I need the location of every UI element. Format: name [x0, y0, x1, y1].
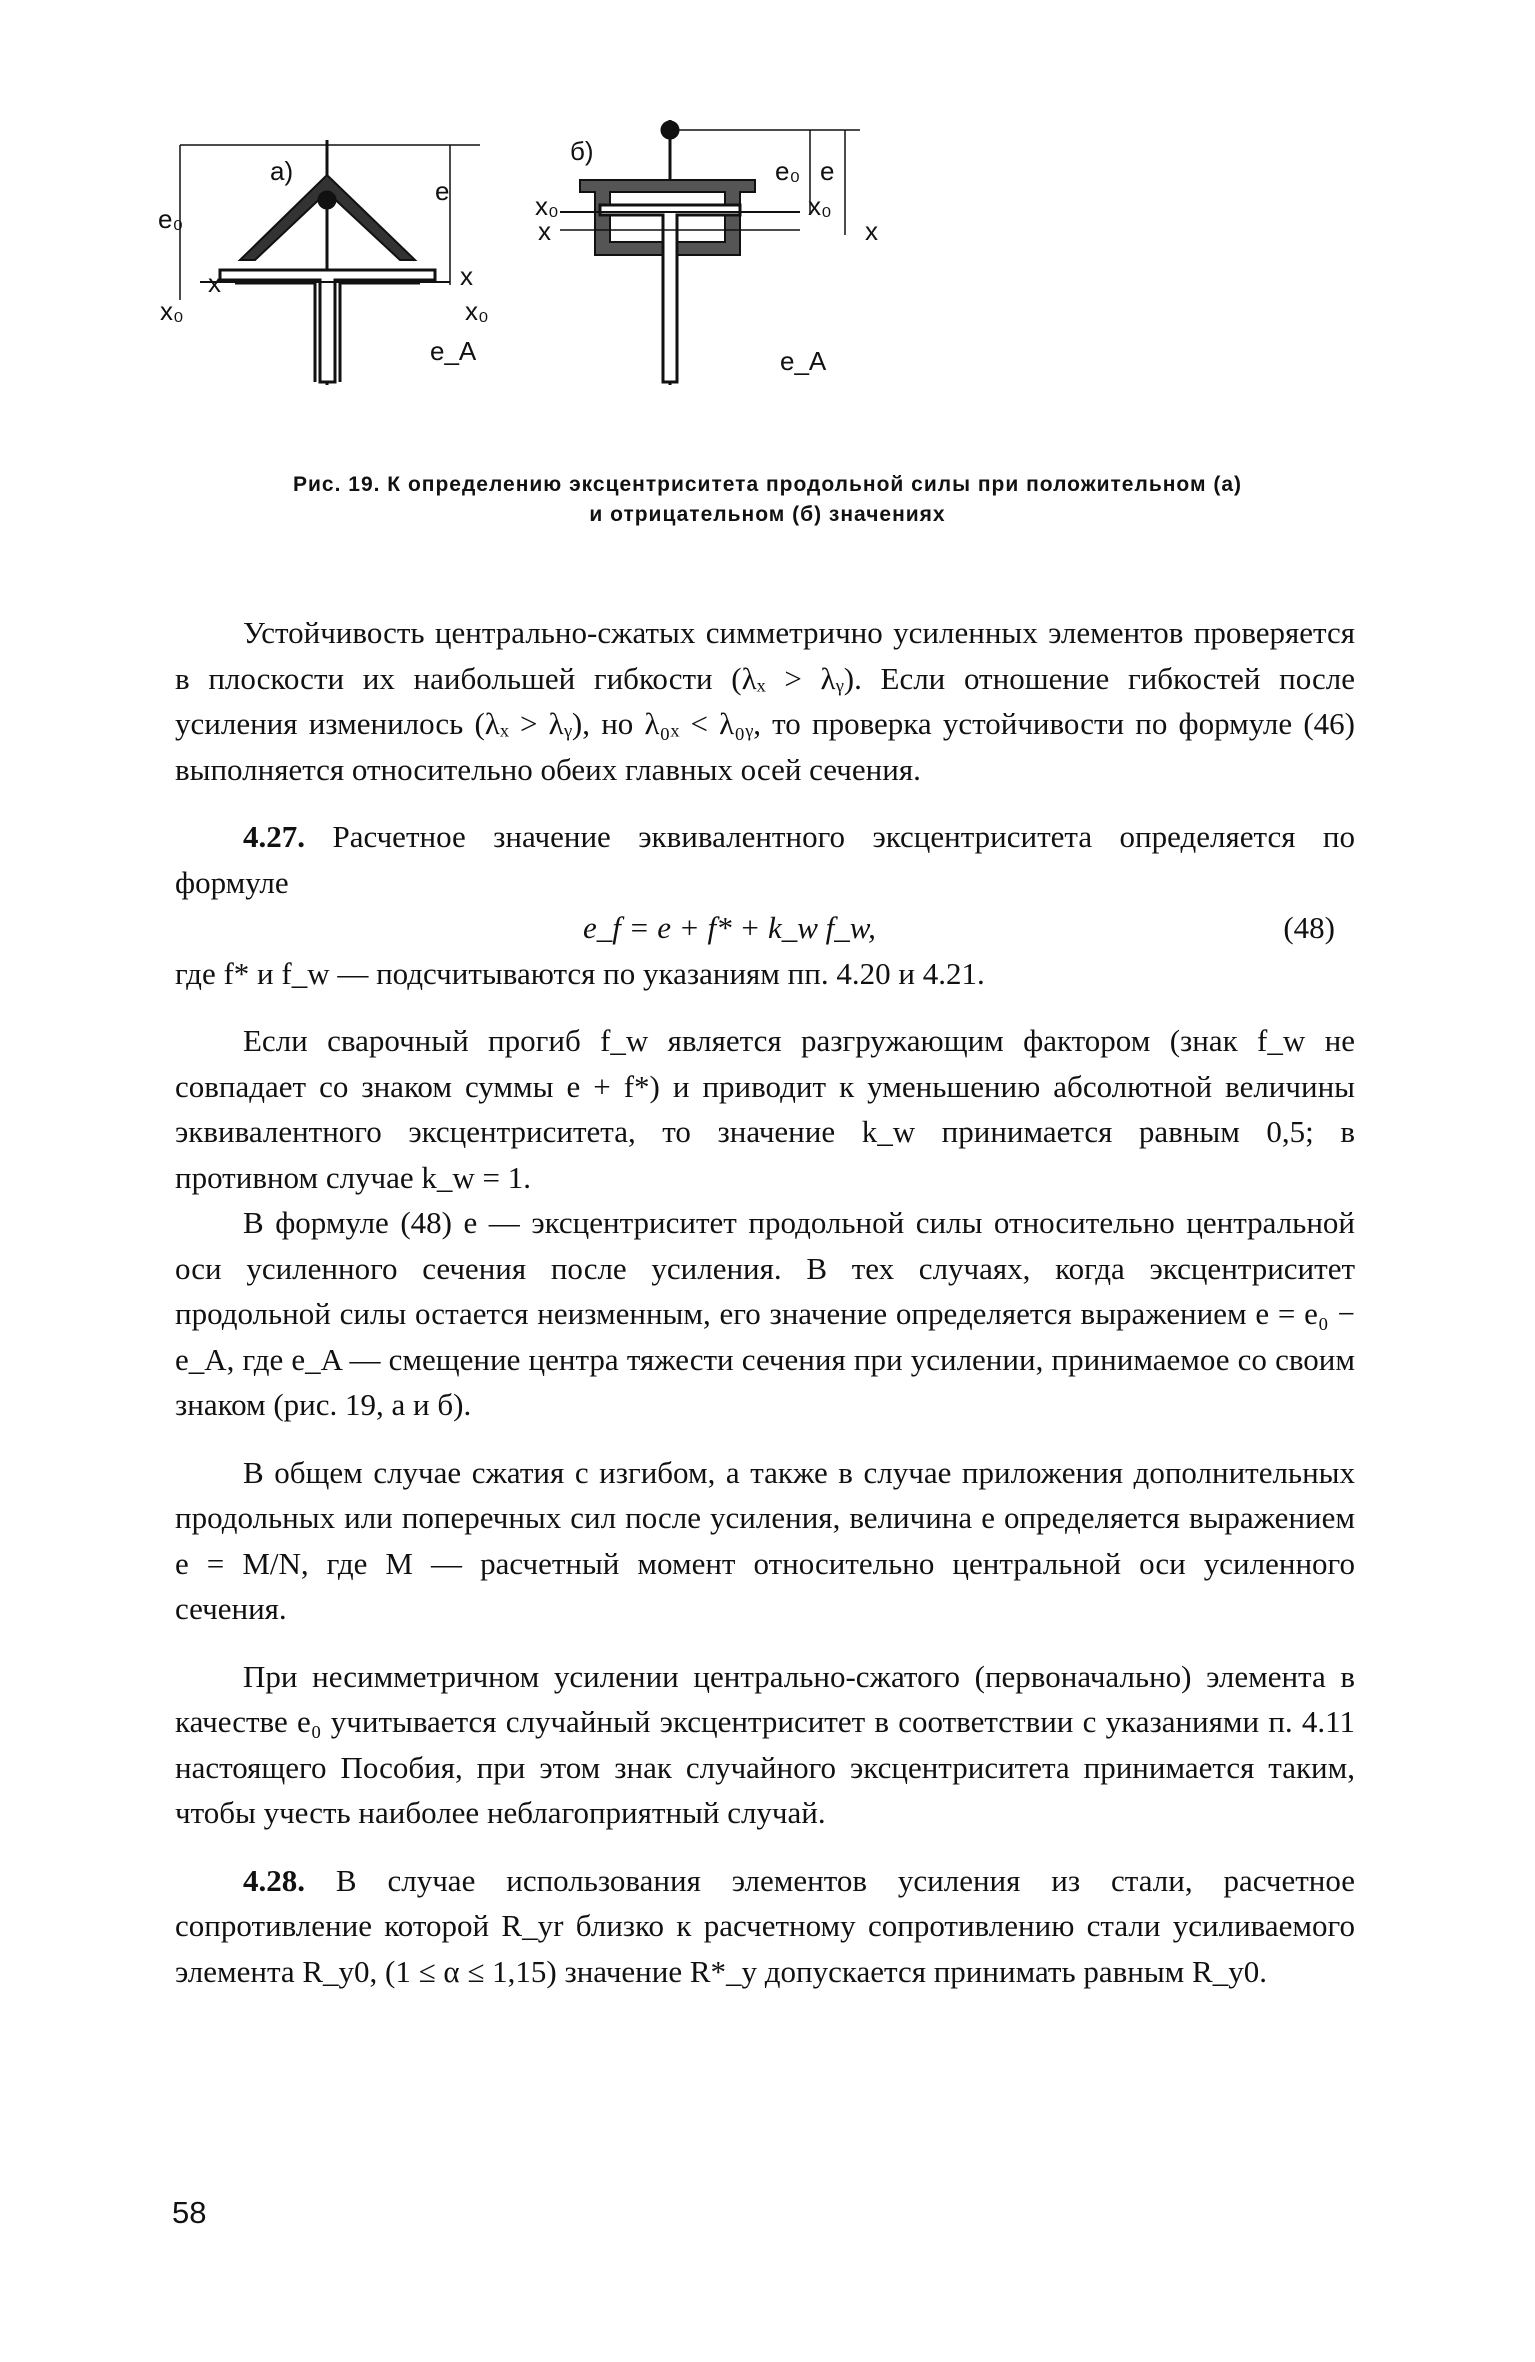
formula-48 [175, 905, 1355, 951]
panel-a-e0: e₀ [158, 204, 184, 234]
panel-a-eA: e_A [430, 336, 477, 366]
panel-a-x-right: x [460, 261, 473, 291]
panel-b-x-left: x [538, 216, 551, 246]
panel-b-label: б) [570, 136, 594, 166]
paragraph-eccentricity: В формуле (48) e — эксцентриситет продольной силы относительно центральной оси усиленного сечения после усиления. В тех случаях, когда эксцентриситет продольной силы остается неизменным, его значение определяется выражением e = e₀ − e_A, где e_A — смещение центра тяжести сечения при усилении, принимаемое со своим знаком (рис. 19, а и б). [175, 1205, 1355, 1422]
panel-a-x0-left: x₀ [160, 296, 184, 326]
paragraph-where: где f* и f_w — подсчитываются по указаниям пп. 4.20 и 4.21. [175, 955, 985, 991]
figure-19 [158, 120, 1360, 460]
panel-a-label: а) [270, 156, 294, 186]
panel-b-x0-right: x₀ [808, 191, 832, 221]
formula-48-number: (48) [1283, 910, 1335, 945]
panel-a-x-left: x [208, 268, 221, 298]
section-diagrams [158, 120, 1360, 460]
paragraph-asymmetric: При несимметричном усилении центрально-сжатого (первоначально) элемента в качестве e₀ учитывается случайный эксцентриситет в соответствии с указаниями п. 4.11 настоящего Пособия, при этом знак случайного эксцентриситета принимается таким, чтобы учесть наиболее неблагоприятный случай. [175, 1658, 1355, 1830]
caption-line-2: и отрицательном (б) значениях [589, 503, 946, 526]
panel-a-x0-right: x₀ [465, 296, 489, 326]
paragraph-4-28-text: В случае использования элементов усиления из стали, расчетное сопротивление которой R_yr близко к расчетному сопротивлению стали усиливаемого элемента R_y0, (1 ≤ α ≤ 1,15) значение R*_y допускается принимать равным R_y0. [175, 1862, 1355, 1989]
caption-line-1: Рис. 19. К определению эксцентриситета продольной силы при положительном (а) [293, 473, 1242, 496]
paragraph-4-27 [175, 814, 1355, 905]
panel-b-e0: e₀ [775, 156, 801, 186]
formula-48-expression: e_f = e + f* + k_w f_w, [583, 910, 876, 945]
section-number-4-27: 4.27. [243, 819, 305, 854]
panel-b-x0-left: x₀ [535, 191, 559, 221]
panel-b-x-right: x [865, 216, 878, 246]
body-text [175, 610, 1355, 1994]
paragraph-4-28 [175, 1858, 1355, 1995]
paragraph-welding-deflection: Если сварочный прогиб f_w является разгружающим фактором (знак f_w не совпадает со знаком суммы e + f*) и приводит к уменьшению абсолютной величины эквивалентного эксцентриситета, то значение k_w принимается равным 0,5; в противном случае k_w = 1. [175, 1023, 1355, 1195]
paragraph-4-27-text: Расчетное значение эквивалентного эксцентриситета определяется по формуле [175, 819, 1355, 900]
figure-caption [175, 470, 1360, 530]
page-number: 58 [172, 2195, 207, 2230]
section-number-4-28: 4.28. [243, 1862, 305, 1898]
panel-a-e: e [435, 176, 450, 206]
panel-b-eA: e_A [780, 346, 827, 376]
panel-b-e: e [820, 156, 835, 186]
paragraph-stability: Устойчивость центрально-сжатых симметрично усиленных элементов проверяется в плоскости их наибольшей гибкости (λₓ > λᵧ). Если отношение гибкостей после усиления изменилось (λₓ > λᵧ), но λ₀ₓ < λ₀ᵧ, то проверка устойчивости по формуле (46) выполняется относительно обеих главных осей сечения. [175, 615, 1355, 787]
paragraph-bending: В общем случае сжатия с изгибом, а также в случае приложения дополнительных продольных или поперечных сил после усиления, величина e определяется выражением e = M/N, где M — расчетный момент относительно центральной оси усиленного сечения. [175, 1454, 1355, 1626]
